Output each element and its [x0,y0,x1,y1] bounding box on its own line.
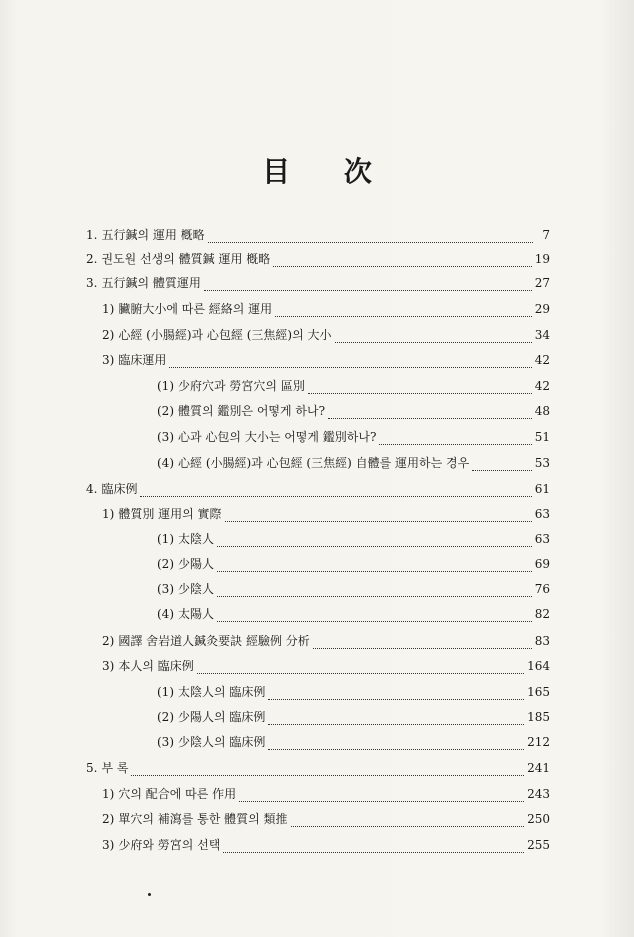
toc-entry-title: 本人의 臨床例 [118,659,194,673]
toc-entry-page-number: 29 [534,302,550,316]
dot-leader [217,585,532,597]
dot-leader [308,382,532,394]
page-title: 目 次 [262,155,394,188]
toc-entry-page-number: 212 [527,735,550,749]
toc-entry-title: 少陽人의 臨床例 [178,710,266,724]
toc-entry [157,428,550,446]
dot-leader [131,764,524,776]
toc-entry [102,810,550,828]
toc-entry-number: (2) [157,710,174,724]
toc-entry [86,250,550,268]
toc-entry [86,274,550,292]
toc-entry [157,530,550,548]
toc-entry-title: 少陽人 [178,557,215,571]
toc-entry-number: (4) [157,456,174,470]
dot-leader [291,815,525,827]
dot-leader [223,841,524,853]
toc-entry [157,605,550,623]
toc-entry-title: 少陰人의 臨床例 [178,735,266,749]
toc-entry-title: 부 록 [101,761,129,775]
toc-entry-number: 1. [86,228,98,242]
toc-entry [157,454,550,472]
toc-entry-number: (3) [157,735,174,749]
toc-entry-title: 國譯 舍岩道人鍼灸要訣 經驗例 分析 [118,634,310,648]
toc-entry-title: 少府穴과 勞宮穴의 區別 [178,379,305,393]
toc-entry-page-number: 63 [534,507,550,521]
toc-entry-title: 少陰人 [178,582,215,596]
toc-entry-number: (1) [157,685,174,699]
toc-entry [86,759,550,777]
toc-entry [102,657,550,675]
toc-entry-number: 2. [86,252,98,266]
toc-entry-page-number: 19 [534,252,550,266]
toc-entry-title: 太陽人 [178,607,215,621]
toc-entry-number: (1) [157,532,174,546]
toc-entry-number: 3. [86,276,98,290]
toc-entry-number: 2) [102,812,115,826]
dot-leader [275,305,532,317]
toc-entry-number: (3) [157,582,174,596]
toc-entry-number: 3) [102,838,115,852]
toc-entry-page-number: 185 [527,710,550,724]
toc-entry-title: 心經 (小腸經)과 心包經 (三焦經)의 大小 [118,328,332,342]
toc-entry [102,326,550,344]
toc-entry [102,505,550,523]
toc-entry-title: 體質別 運用의 實際 [118,507,222,521]
dot-leader [268,713,524,725]
toc-entry-page-number: 69 [534,557,550,571]
toc-entry-page-number: 53 [534,456,550,470]
toc-entry-page-number: 7 [542,228,550,242]
dot-leader [313,637,532,649]
toc-entry-number: 3) [102,353,115,367]
toc-entry-title: 單穴의 補瀉를 통한 體質의 類推 [118,812,288,826]
toc-entry-title: 五行鍼의 運用 槪略 [101,228,205,242]
toc-entry-number: (4) [157,607,174,621]
dot-leader [208,231,533,243]
toc-entry-number: 1) [102,302,115,316]
dot-leader [379,433,531,445]
toc-entry-page-number: 241 [527,761,550,775]
toc-entry-page-number: 48 [534,404,550,418]
dot-leader [268,738,524,750]
toc-entry [157,377,550,395]
toc-entry [157,580,550,598]
ink-speck [148,893,151,896]
toc-entry-title: 心經 (小腸經)과 心包經 (三焦經) 自體를 運用하는 경우 [178,456,470,470]
dot-leader [268,688,524,700]
toc-entry-page-number: 76 [534,582,550,596]
dot-leader [328,407,532,419]
dot-leader [273,255,531,267]
toc-entry-page-number: 42 [534,353,550,367]
toc-entry-page-number: 255 [527,838,550,852]
toc-entry [86,226,550,244]
dot-leader [225,510,532,522]
toc-entry-title: 穴의 配合에 따른 作用 [118,787,237,801]
dot-leader [140,485,531,497]
toc-entry-title: 臨床運用 [118,353,167,367]
toc-entry-title: 少府와 勞宮의 선택 [118,838,221,852]
dot-leader [335,331,532,343]
dot-leader [197,662,524,674]
toc-entry-page-number: 61 [534,482,550,496]
toc-entry-title: 五行鍼의 體質運用 [101,276,201,290]
dot-leader [204,279,532,291]
toc-entry-number: 2) [102,634,115,648]
toc-entry [102,836,550,854]
toc-entry-title: 體質의 鑑別은 어떻게 하나? [178,404,326,418]
dot-leader [217,560,532,572]
toc-entry [102,632,550,650]
toc-entry-page-number: 250 [527,812,550,826]
toc-entry-number: 2) [102,328,115,342]
toc-entry-page-number: 82 [534,607,550,621]
toc-entry-number: (1) [157,379,174,393]
toc-entry-title: 太陰人 [178,532,215,546]
dot-leader [217,535,532,547]
toc-entry [157,555,550,573]
toc-entry-page-number: 42 [534,379,550,393]
toc-entry [157,708,550,726]
toc-entry-page-number: 243 [527,787,550,801]
toc-entry-page-number: 27 [534,276,550,290]
toc-entry-number: 4. [86,482,98,496]
toc-entry-page-number: 164 [527,659,550,673]
toc-entry-title: 太陰人의 臨床例 [178,685,266,699]
toc-entry-title: 臟腑大小에 따른 經絡의 運用 [118,302,273,316]
toc-entry-title: 臨床例 [101,482,138,496]
toc-entry-title: 권도원 선생의 體質鍼 運用 槪略 [101,252,271,266]
toc-entry-number: 3) [102,659,115,673]
toc-entry-page-number: 83 [534,634,550,648]
toc-entry-number: (2) [157,404,174,418]
toc-entry-page-number: 51 [534,430,550,444]
toc-entry [157,683,550,701]
dot-leader [169,356,531,368]
toc-entry-title: 心과 心包의 大小는 어떻게 鑑別하나? [178,430,377,444]
toc-entry-number: (3) [157,430,174,444]
toc-entry [102,351,550,369]
toc-entry-page-number: 34 [534,328,550,342]
dot-leader [239,790,524,802]
toc-entry [157,733,550,751]
toc-entry [157,402,550,420]
dot-leader [217,610,532,622]
toc-entry [102,300,550,318]
dot-leader [472,459,532,471]
toc-entry-number: (2) [157,557,174,571]
toc-entry-page-number: 165 [527,685,550,699]
toc-entry [102,785,550,803]
toc-entry-number: 5. [86,761,98,775]
toc-entry-number: 1) [102,507,115,521]
toc-entry-page-number: 63 [534,532,550,546]
toc-entry [86,480,550,498]
toc-entry-number: 1) [102,787,115,801]
